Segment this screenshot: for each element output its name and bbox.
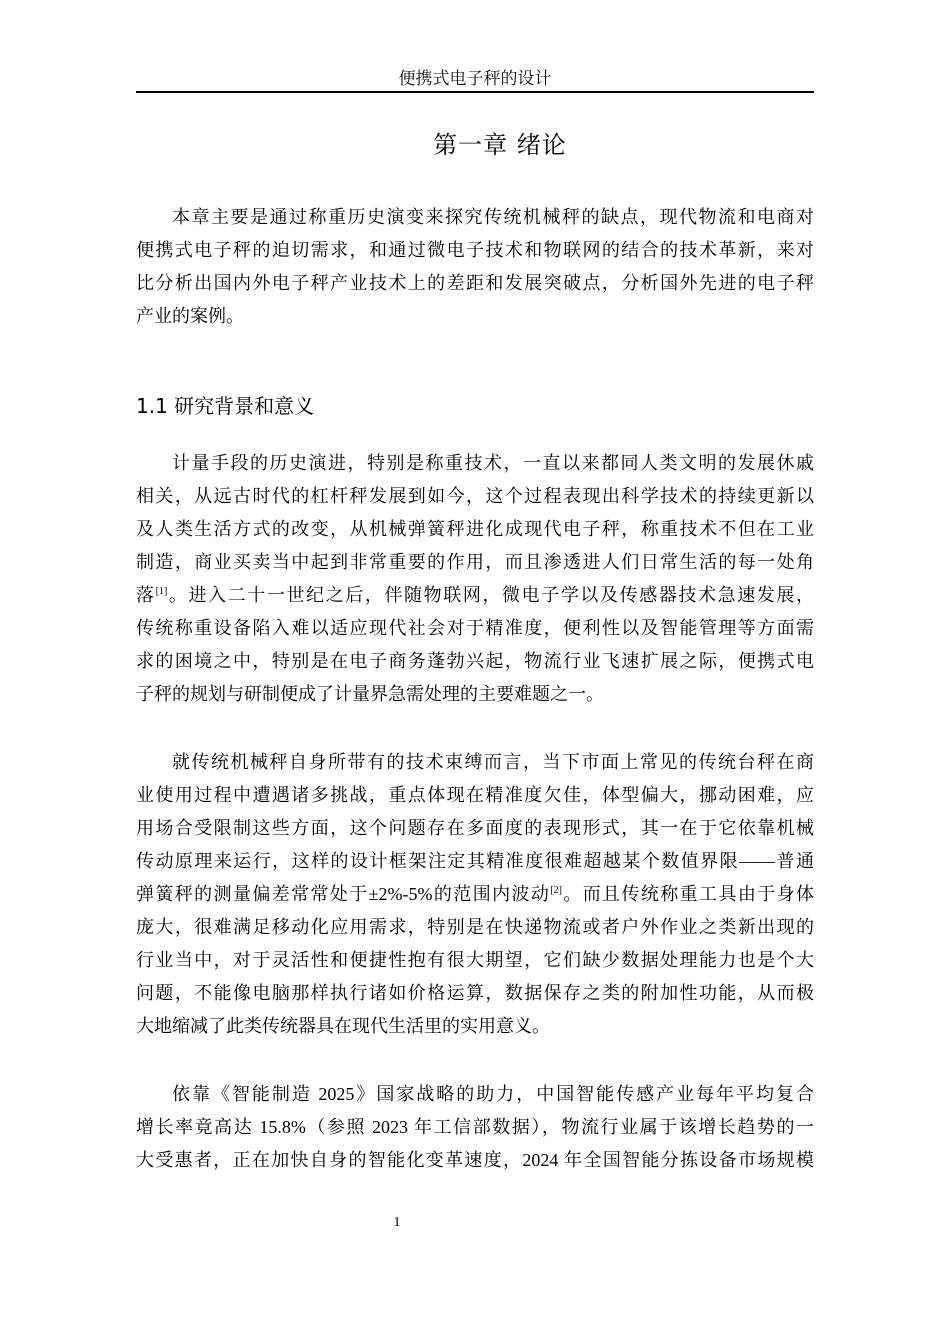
citation-ref[interactable]: [2] [550,885,562,896]
text-line-with-citation [136,878,814,911]
body-paragraph [136,746,814,1043]
page-number: 1 [393,1215,401,1230]
text-segment: 弹簧秤的测量偏差常常处于±2%-5%的范围内波动 [136,884,551,904]
text-line: 庞大，很难满足移动化应用需求，特别是在快递物流或者户外作业之类新出现的 [136,917,814,937]
text-line: 传统称重设备陷入难以适应现代社会对于精准度，便利性以及智能管理等方面需 [136,618,814,638]
text-line: 传动原理来运行，这样的设计框架注定其精准度很难超越某个数值界限——普通 [136,851,814,871]
intro-paragraph [136,201,814,333]
text-line: 子秤的规划与研制便成了计量界急需处理的主要难题之一。 [136,684,604,704]
text-line: 行业当中，对于灵活性和便捷性抱有很大期望，它们缺少数据处理能力也是个大 [136,950,814,970]
text-line: 大受惠者，正在加快自身的智能化变革速度，2024 年全国智能分拣设备市场规模 [136,1150,814,1170]
text-line: 制造，商业买卖当中起到非常重要的作用，而且渗透进人们日常生活的每一处角 [136,552,814,572]
header-rule [136,91,814,93]
text-line: 及人类生活方式的改变，从机械弹簧秤进化成现代电子秤，称重技术不但在工业 [136,519,814,539]
text-line: 依靠《智能制造 2025》国家战略的助力，中国智能传感产业每年平均复合 [172,1084,814,1104]
text-segment: 。进入二十一世纪之后，伴随物联网，微电子学以及传感器技术急速发展， [167,585,815,605]
text-line: 计量手段的历史演进，特别是称重技术，一直以来都同人类文明的发展休戚 [172,453,814,473]
text-line: 比分析出国内外电子秤产业技术上的差距和发展突破点，分析国外先进的电子秤 [136,273,814,293]
text-line: 大地缩减了此类传统器具在现代生活里的实用意义。 [136,1016,550,1036]
text-line: 求的困境之中，特别是在电子商务蓬勃兴起，物流行业飞速扩展之际，便携式电 [136,651,814,671]
text-segment: 。而且传统称重工具由于身体 [561,884,814,904]
text-line: 业使用过程中遭遇诸多挑战，重点体现在精准度欠佳，体型偏大，挪动困难，应 [136,785,814,805]
body-paragraph [136,1078,814,1177]
text-line: 产业的案例。 [136,306,244,326]
text-line: 用场合受限制这些方面，这个问题存在多面度的表现形式，其一在于它依靠机械 [136,818,814,838]
text-line: 相关，从远古时代的杠杆秤发展到如今，这个过程表现出科学技术的持续更新以 [136,486,814,506]
text-line: 问题，不能像电脑那样执行诸如价格运算，数据保存之类的附加性功能，从而极 [136,983,814,1003]
section-title: 1.1 研究背景和意义 [136,394,315,418]
running-header: 便携式电子秤的设计 [398,69,552,88]
text-line: 增长率竟高达 15.8%（参照 2023 年工信部数据），物流行业属于该增长趋势的一 [136,1117,814,1137]
text-line-with-citation [136,579,814,612]
text-line: 便携式电子秤的迫切需求，和通过微电子技术和物联网的结合的技术革新，来对 [136,240,814,260]
body-paragraph [136,447,814,711]
text-line: 就传统机械秤自身所带有的技术束缚而言，当下市面上常见的传统台秤在商 [172,752,814,772]
citation-ref[interactable]: [1] [155,586,168,597]
text-line: 本章主要是通过称重历史演变来探究传统机械秤的缺点，现代物流和电商对 [172,207,814,227]
text-segment: 落 [136,585,156,605]
chapter-title: 第一章 绪论 [433,131,567,159]
